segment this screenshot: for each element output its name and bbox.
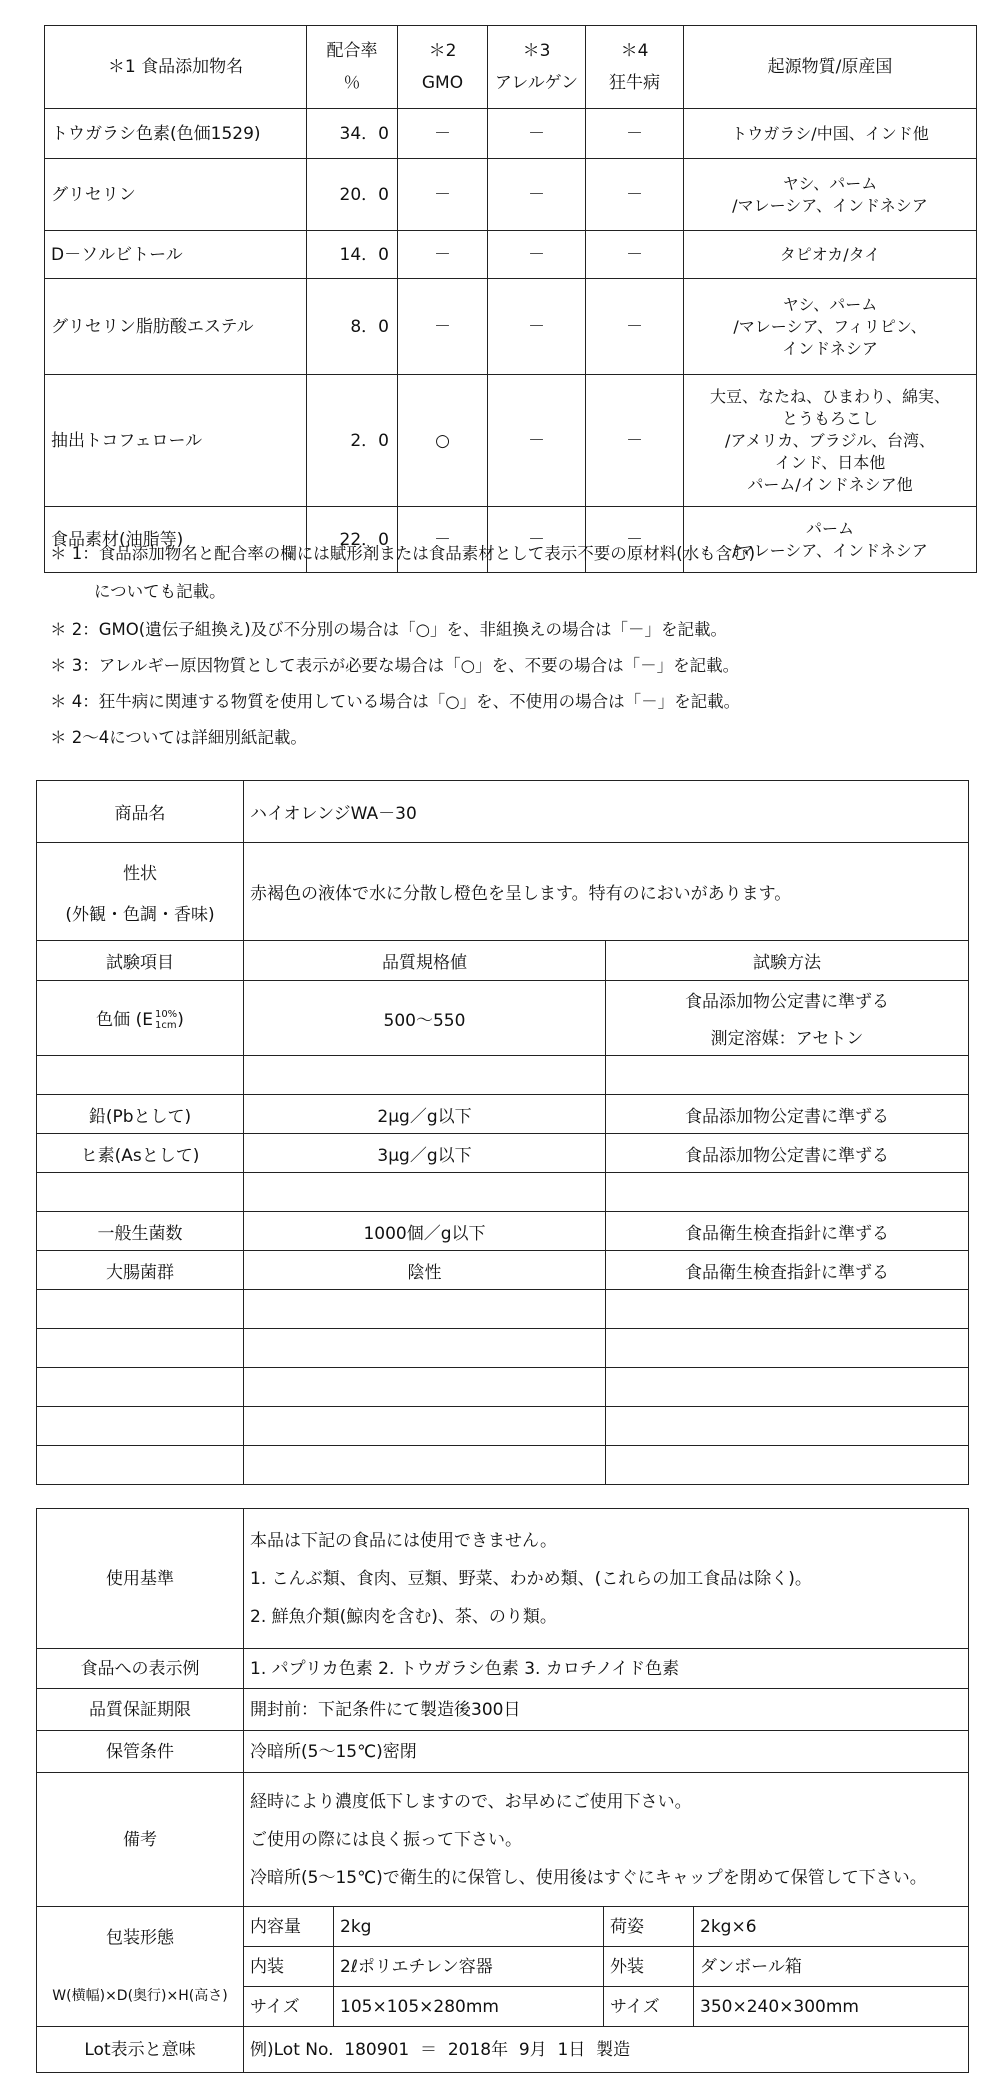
additive-row: [45, 109, 977, 159]
additive-bse: －: [586, 375, 684, 507]
spec-row-coliform: [37, 1251, 969, 1290]
additive-origin: トウガラシ/中国、インド他: [684, 109, 977, 159]
spec-row-bacteria: [37, 1212, 969, 1251]
bacteria-method: 食品衛生検査指針に準ずる: [606, 1212, 969, 1251]
additive-origin: パーム /マレーシア、インドネシア: [684, 507, 977, 573]
inner-label: 内装: [244, 1947, 334, 1987]
storage-value: 冷暗所(5～15℃)密閉: [244, 1731, 969, 1773]
additive-allergen: －: [488, 507, 586, 573]
additive-gmo: －: [398, 159, 488, 231]
additive-allergen: －: [488, 375, 586, 507]
header-rate: 配合率 ％: [307, 26, 398, 109]
arsenic-spec: 3μg／g以下: [244, 1134, 606, 1173]
additive-gmo: ○: [398, 375, 488, 507]
size-label-outer: サイズ: [604, 1987, 694, 2027]
outer-label: 外装: [604, 1947, 694, 1987]
content-value: 2kg: [334, 1907, 604, 1947]
additive-rate: 20．0: [307, 159, 398, 231]
header-allergen: ＊3 アレルゲン: [488, 26, 586, 109]
labeling-label: 食品への表示例: [37, 1649, 244, 1689]
coliform-label: 大腸菌群: [37, 1251, 244, 1290]
footnote: ＊ 1：食品添加物名と配合率の欄には賦形剤または食品素材として表示不要の原材料(水も含む): [50, 544, 756, 563]
header-additive-name: ＊1 食品添加物名: [45, 26, 307, 109]
additive-allergen: －: [488, 159, 586, 231]
additive-gmo: －: [398, 231, 488, 279]
packaging-row-1: [37, 1907, 969, 1947]
usage-value: 本品は下記の食品には使用できません。 1. こんぶ類、食肉、豆類、野菜、わかめ類、(これらの加工食品は除く)。 2. 鮮魚介類(鯨肉を含む)、茶、のり類。: [244, 1509, 969, 1649]
additive-bse: －: [586, 109, 684, 159]
footnote: ＊ 3：アレルギー原因物質として表示が必要な場合は「○」を、不要の場合は「－」を記載。: [50, 656, 740, 675]
property-value: 赤褐色の液体で水に分散し橙色を呈します。特有のにおいがあります。: [244, 843, 969, 941]
header-gmo: ＊2 GMO: [398, 26, 488, 109]
property-label: 性状 (外観・色調・香味): [37, 843, 244, 941]
additive-allergen: －: [488, 231, 586, 279]
additives-header-row: [45, 26, 977, 109]
color-value-spec: 500～550: [244, 981, 606, 1056]
additive-name: D－ソルビトール: [45, 231, 307, 279]
additive-name: グリセリン: [45, 159, 307, 231]
usage-row: [37, 1509, 969, 1649]
spec-row-empty: [37, 1173, 969, 1212]
product-row: [37, 781, 969, 843]
packaging-label: 包装形態 W(横幅)×D(奥行)×H(高さ): [37, 1907, 244, 2027]
lot-label: Lot表示と意味: [37, 2027, 244, 2073]
additive-name: グリセリン脂肪酸エステル: [45, 279, 307, 375]
storage-label: 保管条件: [37, 1731, 244, 1773]
spec-row-empty: [37, 1407, 969, 1446]
property-row: [37, 843, 969, 941]
bacteria-spec: 1000個／g以下: [244, 1212, 606, 1251]
spec-row-empty: [37, 1290, 969, 1329]
arsenic-method: 食品添加物公定書に準ずる: [606, 1134, 969, 1173]
color-value-label: 色価 (E 10% 1cm): [37, 981, 244, 1056]
additive-gmo: －: [398, 109, 488, 159]
storage-row: [37, 1731, 969, 1773]
footnote: ＊ 2～4については詳細別紙記載。: [50, 728, 307, 747]
col-test-method: 試験方法: [606, 941, 969, 981]
footnote: ＊ 2：GMO(遺伝子組換え)及び不分別の場合は「○」を、非組換えの場合は「－」を記載。: [50, 620, 728, 639]
col-spec-value: 品質規格値: [244, 941, 606, 981]
usage-table: [36, 1508, 969, 2073]
additive-rate: 8．0: [307, 279, 398, 375]
arsenic-label: ヒ素(Asとして): [37, 1134, 244, 1173]
additive-bse: －: [586, 159, 684, 231]
outer-value: ダンボール箱: [694, 1947, 969, 1987]
additive-bse: －: [586, 279, 684, 375]
spec-row-empty: [37, 1368, 969, 1407]
spec-table: [36, 780, 969, 1485]
additive-name: 食品素材(油脂等): [45, 507, 307, 573]
coliform-spec: 陰性: [244, 1251, 606, 1290]
additive-row: [45, 231, 977, 279]
remarks-label: 備考: [37, 1773, 244, 1907]
lead-label: 鉛(Pbとして): [37, 1095, 244, 1134]
additive-allergen: －: [488, 109, 586, 159]
spec-row-color: [37, 981, 969, 1056]
additive-row: [45, 279, 977, 375]
additive-origin: 大豆、なたね、ひまわり、綿実、 とうもろこし /アメリカ、ブラジル、台湾、 インド、日本他 パーム/インドネシア他: [684, 375, 977, 507]
warranty-value: 開封前：下記条件にて製造後300日: [244, 1689, 969, 1731]
size-label-inner: サイズ: [244, 1987, 334, 2027]
remarks-row: [37, 1773, 969, 1907]
footnote-continued: についても記載。: [94, 582, 226, 601]
spec-header-row: [37, 941, 969, 981]
additive-row: [45, 375, 977, 507]
warranty-label: 品質保証期限: [37, 1689, 244, 1731]
packing-value: 2kg×6: [694, 1907, 969, 1947]
additives-table: [44, 25, 977, 573]
product-name-value: ハイオレンジWA－30: [244, 781, 969, 843]
coliform-method: 食品衛生検査指針に準ずる: [606, 1251, 969, 1290]
additive-rate: 14．0: [307, 231, 398, 279]
lead-method: 食品添加物公定書に準ずる: [606, 1095, 969, 1134]
packing-label: 荷姿: [604, 1907, 694, 1947]
additive-origin: タピオカ/タイ: [684, 231, 977, 279]
labeling-row: [37, 1649, 969, 1689]
additive-row: [45, 159, 977, 231]
labeling-value: 1. パプリカ色素 2. トウガラシ色素 3. カロチノイド色素: [244, 1649, 969, 1689]
footnote: ＊ 4：狂牛病に関連する物質を使用している場合は「○」を、不使用の場合は「－」を記載。: [50, 692, 741, 711]
spec-row-empty: [37, 1056, 969, 1095]
additive-rate: 2．0: [307, 375, 398, 507]
inner-value: 2ℓポリエチレン容器: [334, 1947, 604, 1987]
additive-allergen: －: [488, 279, 586, 375]
content-label: 内容量: [244, 1907, 334, 1947]
size-value-outer: 350×240×300mm: [694, 1987, 969, 2027]
additive-rate: 34．0: [307, 109, 398, 159]
lead-spec: 2μg／g以下: [244, 1095, 606, 1134]
additive-name: 抽出トコフェロール: [45, 375, 307, 507]
spec-row-empty: [37, 1446, 969, 1485]
header-bse: ＊4 狂牛病: [586, 26, 684, 109]
spec-row-lead: [37, 1095, 969, 1134]
additive-bse: －: [586, 231, 684, 279]
header-origin: 起源物質/原産国: [684, 26, 977, 109]
usage-label: 使用基準: [37, 1509, 244, 1649]
bacteria-label: 一般生菌数: [37, 1212, 244, 1251]
additive-gmo: －: [398, 279, 488, 375]
product-name-label: 商品名: [37, 781, 244, 843]
size-value-inner: 105×105×280mm: [334, 1987, 604, 2027]
lot-value: 例)Lot No. 180901 ＝ 2018年 9月 1日 製造: [244, 2027, 969, 2073]
warranty-row: [37, 1689, 969, 1731]
color-value-method: 食品添加物公定書に準ずる 測定溶媒：アセトン: [606, 981, 969, 1056]
additive-rate: 22．0: [307, 507, 398, 573]
remarks-value: 経時により濃度低下しますので、お早めにご使用下さい。 ご使用の際には良く振って下さい。 冷暗所(5～15℃)で衛生的に保管し、使用後はすぐにキャップを閉めて保管して下さい。: [244, 1773, 969, 1907]
spec-row-arsenic: [37, 1134, 969, 1173]
lot-row: [37, 2027, 969, 2073]
additive-name: トウガラシ色素(色価1529): [45, 109, 307, 159]
additive-gmo: －: [398, 507, 488, 573]
additive-bse: －: [586, 507, 684, 573]
additive-origin: ヤシ、パーム /マレーシア、インドネシア: [684, 159, 977, 231]
spec-row-empty: [37, 1329, 969, 1368]
additive-origin: ヤシ、パーム /マレーシア、フィリピン、 インドネシア: [684, 279, 977, 375]
col-test-item: 試験項目: [37, 941, 244, 981]
